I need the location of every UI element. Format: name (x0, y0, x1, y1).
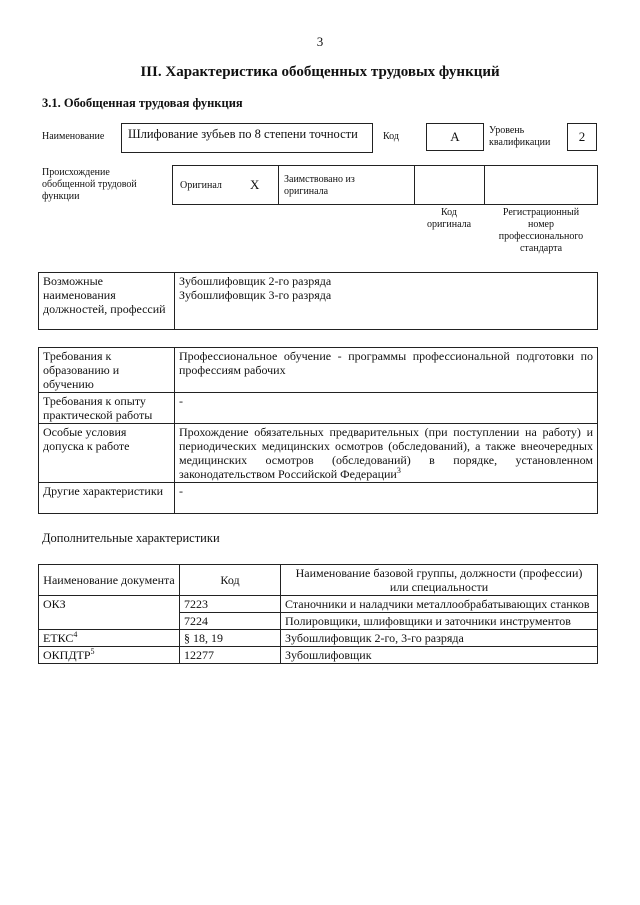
other-characteristics-value: - (175, 483, 598, 514)
table-row (39, 647, 598, 664)
origin-label (42, 167, 137, 203)
experience-label: Требования к опыту практической работы (39, 393, 175, 424)
function-code-box (426, 123, 484, 151)
section-title: III. Характеристика обобщенных трудовых функций (140, 64, 500, 80)
position-line-1: Зубошлифовщик 2-го разряда (179, 274, 332, 288)
positions-value (175, 273, 598, 330)
registration-caption-line2: номер (528, 219, 554, 230)
code-7224: 7224 (180, 613, 281, 630)
registration-caption-line4: стандарта (519, 243, 563, 254)
table-row (39, 483, 598, 514)
table-row (39, 424, 598, 483)
name-okpdtr: Зубошлифовщик (281, 647, 598, 664)
qualification-level-value: 2 (578, 129, 586, 144)
origin-label-line1: Происхождение (42, 167, 110, 178)
origin-divider-3 (484, 166, 485, 204)
experience-value: - (175, 393, 598, 424)
registration-caption-line3: профессионального (498, 231, 584, 242)
footnote-5: 5 (90, 647, 95, 656)
code-okpdtr: 12277 (180, 647, 281, 664)
code-etks: § 18, 19 (180, 630, 281, 647)
footnote-3: 3 (396, 466, 401, 475)
doc-etks-label: ЕТКС (43, 631, 74, 645)
level-label (489, 125, 550, 149)
registration-caption-line1: Регистрационный (502, 207, 580, 218)
origin-divider-1 (278, 166, 279, 204)
table-header-row (39, 565, 598, 596)
original-mark: X (250, 177, 260, 192)
education-label: Требования к образованию и обучению (39, 348, 175, 393)
positions-label: Возможные наименования должностей, профессий (39, 273, 175, 330)
name-etks: Зубошлифовщик 2-го, 3-го разряда (281, 630, 598, 647)
original-code-caption-line1: Код (441, 207, 457, 218)
table-row (39, 596, 598, 613)
special-conditions-cell (175, 424, 598, 483)
table-row (39, 348, 598, 393)
code-7223: 7223 (180, 596, 281, 613)
footnote-4: 4 (73, 630, 78, 639)
header-name: Наименование базовой группы, должности (профессии) или специальности (281, 565, 598, 596)
additional-table (38, 564, 598, 664)
doc-okpdtr (39, 647, 180, 664)
function-name-value: Шлифование зубьев по 8 степени точности (128, 127, 358, 141)
header-document: Наименование документа (39, 565, 180, 596)
borrowed-label-line1: Заимствовано из (284, 174, 355, 185)
doc-okpdtr-label: ОКПДТР (43, 648, 91, 662)
code-label: Код (383, 131, 399, 142)
origin-label-line2: обобщенной трудовой (42, 179, 137, 190)
function-name-box (121, 123, 373, 153)
origin-divider-2 (414, 166, 415, 204)
special-conditions-value: Прохождение обязательных предварительных (при поступлении на работу) и периодических медицинских осмотров (обследований), а также внеочередных медицинских осмотров (обследований) в порядке, установленном законодательством Российской Федерации (179, 425, 593, 481)
table-row (39, 273, 598, 330)
borrowed-label (284, 174, 355, 198)
requirements-table (38, 347, 598, 514)
doc-etks (39, 630, 180, 647)
registration-caption (484, 207, 598, 255)
level-label-line2: квалификации (489, 137, 551, 148)
education-value: Профессиональное обучение - программы профессиональной подготовки по профессиям рабочих (175, 348, 598, 393)
qualification-level-box (567, 123, 597, 151)
name-7224: Полировщики, шлифовщики и заточники инструментов (281, 613, 598, 630)
other-characteristics-label: Другие характеристики (39, 483, 175, 514)
doc-okz: ОКЗ (39, 596, 180, 630)
function-code-value: A (450, 129, 460, 144)
subsection-title: 3.1. Обобщенная трудовая функция (42, 96, 243, 110)
original-label: Оригинал (180, 180, 222, 191)
name-label: Наименование (42, 131, 105, 142)
table-row (39, 630, 598, 647)
additional-title: Дополнительные характеристики (42, 531, 220, 545)
original-code-caption (414, 207, 484, 231)
name-7223: Станочники и наладчики металлообрабатывающих станков (281, 596, 598, 613)
page-number: 3 (316, 34, 324, 49)
borrowed-label-line2: оригинала (284, 186, 329, 197)
level-label-line1: Уровень (489, 125, 525, 136)
positions-table (38, 272, 598, 330)
position-line-2: Зубошлифовщик 3-го разряда (179, 288, 332, 302)
origin-label-line3: функции (42, 191, 80, 202)
special-conditions-label: Особые условия допуска к работе (39, 424, 175, 483)
original-code-caption-line2: оригинала (426, 219, 472, 230)
table-row (39, 393, 598, 424)
header-code: Код (180, 565, 281, 596)
origin-grid (172, 165, 598, 205)
